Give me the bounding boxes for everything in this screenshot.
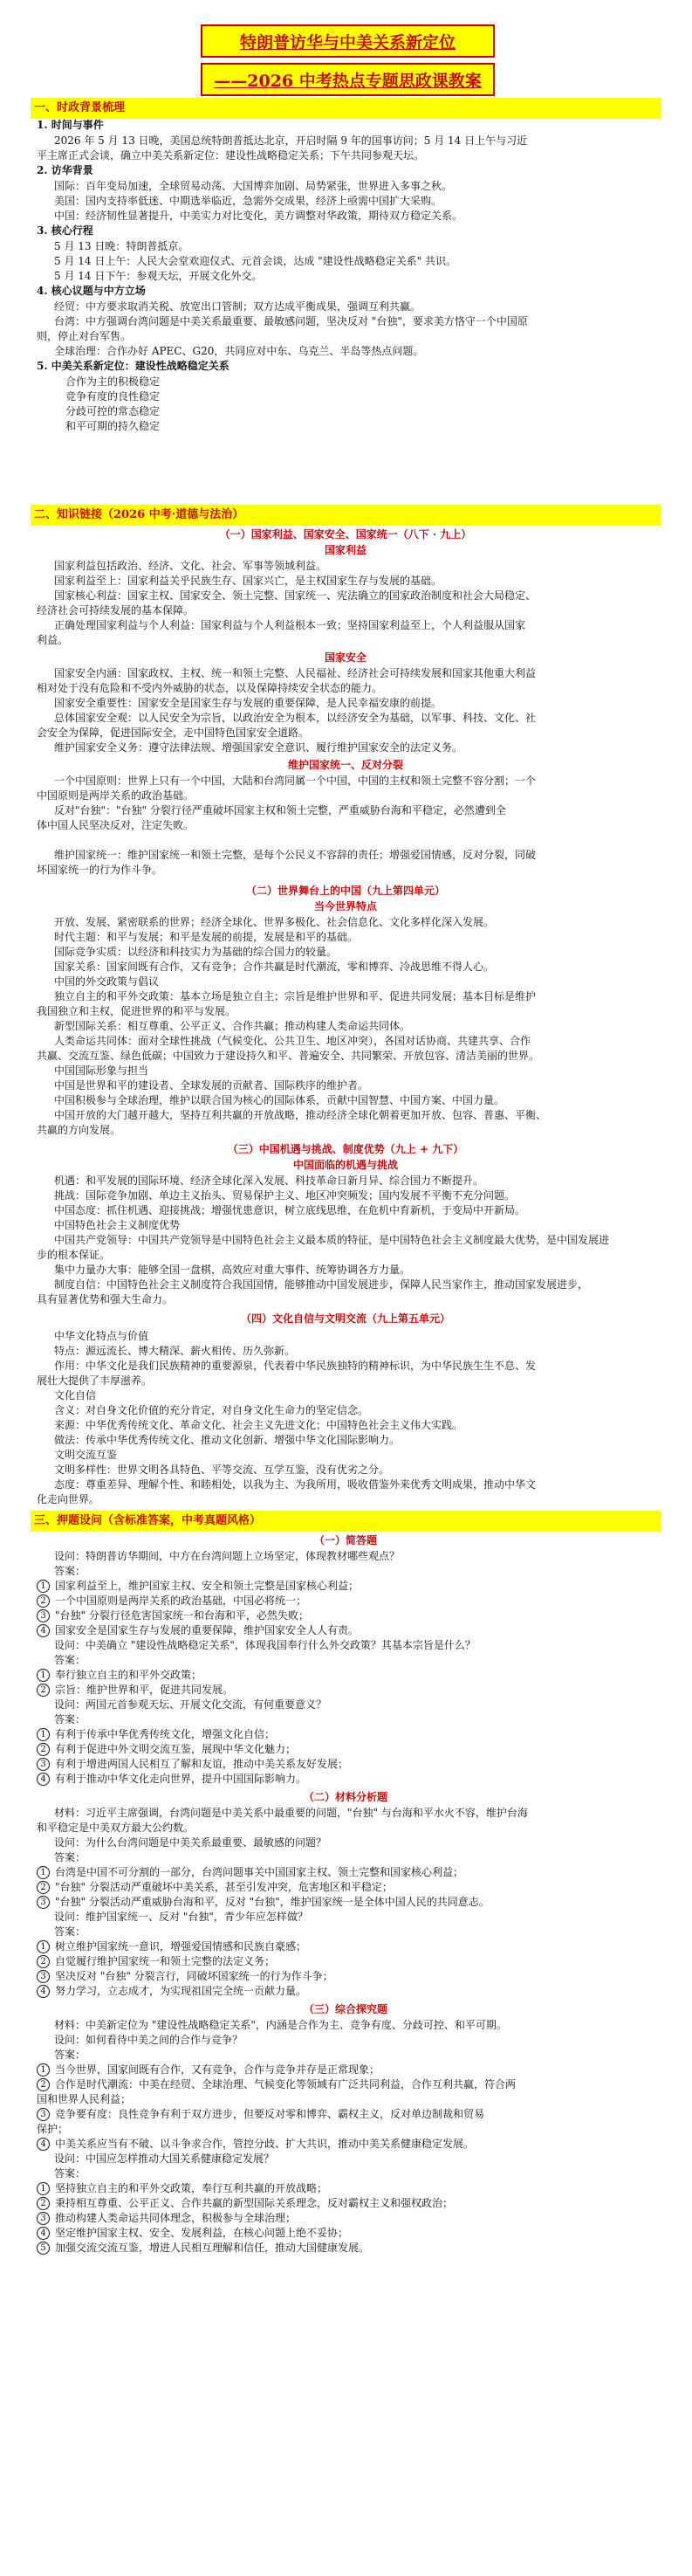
subheading: 4. 核心议题与中方立场 xyxy=(37,285,146,297)
paragraph: 相对处于没有危险和不受内外威胁的状态，以及保障持续安全状态的能力。 xyxy=(37,682,383,694)
answer-label: 答案： xyxy=(54,2049,86,2061)
paragraph: 新型国际关系：相互尊重、公平正义、合作共赢；推动构建人类命运共同体。 xyxy=(54,1020,411,1032)
section-heading-background: 一、时政背景梳理 xyxy=(31,98,661,119)
list-item: 分歧可控的常态稳定 xyxy=(65,405,161,417)
paragraph: 台湾：中方强调台湾问题是中美关系最重要、最敏感问题，坚决反对 "台独"，要求美方恪守一个中国原 xyxy=(54,315,528,327)
subheading: 2. 访华背景 xyxy=(37,164,93,176)
paragraph: 5 月 14 日下午：参观天坛，开展文化外交。 xyxy=(54,270,263,282)
answer-item: 1 有利于传承中华优秀传统文化，增强文化自信； xyxy=(37,1727,661,1741)
title-line2: ——2026 中考热点专题思政课教案 xyxy=(201,63,495,96)
paragraph: 反对"台独"："台独" 分裂行径严重破坏国家主权和领土完整，严重威胁台海和平稳定，必然遭到全 xyxy=(54,804,506,816)
paragraph: 人类命运共同体：面对全球性挑战（气候变化、公共卫生、地区冲突），各国对话协商、共建共享、合作 xyxy=(54,1035,531,1047)
paragraph: 含义：对自身文化价值的充分肯定，对自身文化生命力的坚定信念。 xyxy=(54,1404,369,1416)
paragraph: 中国积极参与全球治理，维护以联合国为核心的国际体系，贡献中国智慧、中国方案、中国力量。 xyxy=(54,1094,505,1106)
answer-item: 3 "台独" 分裂活动严重威胁台海和平，反对 "台独"，维护国家统一是全体中国人民的共同意志。 xyxy=(37,1895,661,1909)
answer-item: 3 推动构建人类命运共同体理念，积极参与全球治理； xyxy=(37,2211,661,2225)
paragraph: 体中国人民坚决反对，注定失败。 xyxy=(37,819,195,831)
unit-heading: （三）中国机遇与挑战、制度优势（九上 + 九下） xyxy=(227,1143,464,1155)
answer-label: 答案： xyxy=(54,1851,86,1863)
answer-item: 3 有利于增进两国人民相互了解和友谊，推动中美关系友好发展； xyxy=(37,1757,661,1771)
paragraph: 正确处理国家利益与个人利益：国家利益与个人利益根本一致；坚持国家利益至上，个人利益服从国家 xyxy=(54,619,526,631)
answer-item: 5 加强交流交流互鉴，增进人民相互理解和信任，推动大国健康发展。 xyxy=(37,2241,661,2255)
answer-item: 1 树立维护国家统一意识，增强爱国情感和民族自豪感； xyxy=(37,1939,661,1953)
section-heading: 二、知识链接（2026 中考·道德与法治） xyxy=(31,505,661,526)
paragraph: 中国开放的大门越开越大，坚持互利共赢的开放战略，推动经济全球化朝着更加开放、包容、普惠、平衡、 xyxy=(54,1109,547,1121)
unit-heading: （二）世界舞台上的中国（九上第四单元） xyxy=(245,885,445,897)
paragraph: 做法：传承中华优秀传统文化、推动文化创新、增强中华文化国际影响力。 xyxy=(54,1434,401,1446)
answer-item: 2 宗旨：维护世界和平，促进共同发展。 xyxy=(37,1683,661,1697)
paragraph: 经济社会可持续发展的基本保障。 xyxy=(37,604,195,616)
paragraph: 我国独立和主权，促进世界的和平与发展。 xyxy=(37,1005,236,1017)
unit-heading: （三）综合探究题 xyxy=(303,2003,387,2015)
paragraph: 步的根本保证。 xyxy=(37,1249,111,1261)
answer-item: 1 奉行独立自主的和平外交政策； xyxy=(37,1668,661,1682)
answer-item: 4 有利于推动中华文化走向世界，提升中国国际影响力。 xyxy=(37,1772,661,1786)
answer-item: 2 一个中国原则是两岸关系的政治基础，中国必将统一； xyxy=(37,1594,661,1608)
paragraph: 经贸：中方要求取消关税、放宽出口管制；双方达成平衡成果，强调互利共赢。 xyxy=(54,300,421,313)
answer-item: 3 "台独" 分裂行径危害国家统一和台海和平，必然失败； xyxy=(37,1608,661,1622)
paragraph: 全球治理：合作办好 APEC、G20，共同应对中东、乌克兰、半岛等热点问题。 xyxy=(54,345,424,357)
paragraph: 共赢的方向发展。 xyxy=(37,1124,121,1136)
paragraph: 具有显著优势和强大生命力。 xyxy=(37,1293,174,1305)
topic-heading: 国家利益 xyxy=(324,544,367,556)
question: 设问：两国元首参观天坛、开展文化交流，有何重要意义？ xyxy=(54,1698,327,1711)
paragraph: 国家核心利益：国家主权、国家安全、领土完整、国家统一、宪法确立的国家政治制度和社会大局稳定、 xyxy=(54,589,537,602)
paragraph: 来源：中华优秀传统文化、革命文化、社会主义先进文化；中国特色社会主义伟大实践。 xyxy=(54,1419,463,1431)
answer-item: 国和世界人民利益； xyxy=(37,2093,132,2105)
subheading: 3. 核心行程 xyxy=(37,224,93,237)
paragraph: 5 月 14 日上午：人民大会堂欢迎仪式、元首会谈，达成 "建设性战略稳定关系" 共识。 xyxy=(54,255,457,267)
paragraph: 中国特色社会主义制度优势 xyxy=(54,1219,181,1231)
answer-item: 2 秉持相互尊重、公平正义、合作共赢的新型国际关系理念，反对霸权主义和强权政治； xyxy=(37,2196,661,2210)
paragraph: 国际竞争实质：以经济和科技实力为基础的综合国力的较量。 xyxy=(54,946,338,958)
question: 设问：为什么台湾问题是中美关系最重要、最敏感的问题？ xyxy=(54,1836,327,1849)
paragraph: 时代主题：和平与发展；和平是发展的前提，发展是和平的基础。 xyxy=(54,931,359,943)
question: 设问：中美确立 "建设性战略稳定关系"，体现我国奉行什么外交政策？其基本宗旨是什么？ xyxy=(54,1639,476,1651)
paragraph: 总体国家安全观：以人民安全为宗旨，以政治安全为根本，以经济安全为基础，以军事、科技、文化、社 xyxy=(54,712,537,724)
paragraph: 国家安全重要性：国家安全是国家生存与发展的重要保障，是人民幸福安康的前提。 xyxy=(54,697,442,709)
paragraph: 化走向世界。 xyxy=(37,1493,100,1505)
paragraph: 展壮大提供了丰厚滋养。 xyxy=(37,1374,153,1387)
subheading: 1. 时间与事件 xyxy=(37,119,104,131)
paragraph: 共赢、交流互鉴、绿色低碳；中国致力于建设持久和平、普遍安全、共同繁荣、开放包容、清洁美丽的世界。 xyxy=(37,1050,540,1062)
paragraph: 中华文化特点与价值 xyxy=(54,1330,149,1342)
paragraph: 文化自信 xyxy=(54,1389,97,1402)
answer-item: 1 坚持独立自主的和平外交政策，奉行互利共赢的开放战略； xyxy=(37,2181,661,2195)
unit-heading: （二）材料分析题 xyxy=(303,1791,387,1803)
paragraph: 中国的外交政策与倡议 xyxy=(54,975,160,988)
paragraph: 则，停止对台军售。 xyxy=(37,330,132,342)
paragraph: 中国：经济韧性显著提升，中美实力对比变化，美方调整对华政策，期待双方稳定关系。 xyxy=(54,210,463,222)
topic-heading: 维护国家统一、反对分裂 xyxy=(287,759,403,771)
answer-label: 答案： xyxy=(54,1925,86,1938)
paragraph: 5 月 13 日晚：特朗普抵京。 xyxy=(54,240,189,252)
answer-item: 1 当今世界，国家间既有合作，又有竞争，合作与竞争并存是正常现象； xyxy=(37,2063,661,2077)
paragraph: 国家关系：国家间既有合作，又有竞争；合作共赢是时代潮流，零和博弈、冷战思维不得人心。 xyxy=(54,961,495,973)
topic-heading: 中国面临的机遇与挑战 xyxy=(292,1159,398,1171)
paragraph: 平主席正式会谈，确立中美关系新定位：建设性战略稳定关系；下午共同参观天坛。 xyxy=(37,149,425,162)
answer-item: 4 国家安全是国家生存与发展的重要保障，维护国家安全人人有责。 xyxy=(37,1623,661,1637)
material: 材料：习近平主席强调，台湾问题是中美关系中最重要的问题，"台独" 与台海和平水火不容，维护台海 xyxy=(54,1807,528,1819)
material: 材料：中美新定位为 "建设性战略稳定关系"，内涵是合作为主、竞争有度、分歧可控、和平可期。 xyxy=(54,2019,507,2031)
paragraph: 2026 年 5 月 13 日晚，美国总统特朗普抵达北京，开启时隔 9 年的国事访问；5 月 14 日上午与习近 xyxy=(54,134,528,147)
paragraph: 作用：中华文化是我们民族精神的重要源泉，代表着中华民族独特的精神标识，为中华民族生生不息、发 xyxy=(54,1360,537,1372)
answer-item: 1 台湾是中国不可分割的一部分，台湾问题事关中国国家主权、领土完整和国家核心利益； xyxy=(37,1865,661,1879)
answer-label: 答案： xyxy=(54,2167,86,2180)
list-item: 和平可期的持久稳定 xyxy=(65,420,161,432)
answer-item: 2 有利于促进中外文明交流互鉴，展现中华文化魅力； xyxy=(37,1742,661,1756)
answer-label: 答案： xyxy=(54,1654,86,1666)
paragraph: 中国原则是两岸关系的政治基础。 xyxy=(37,789,195,802)
answer-item: 2 自觉履行维护国家统一和领土完整的法定义务； xyxy=(37,1954,661,1968)
topic-heading: 国家安全 xyxy=(324,651,367,664)
answer-label: 答案： xyxy=(54,1713,86,1725)
answer-item: 4 坚定维护国家主权、安全、发展利益，在核心问题上绝不妥协； xyxy=(37,2226,661,2240)
question: 设问：中国应怎样推动大国关系健康稳定发展？ xyxy=(54,2152,275,2165)
paragraph: 美国：国内支持率低迷、中期选举临近，急需外交成果，经济上亟需中国扩大采购。 xyxy=(54,195,442,207)
paragraph: 坏国家统一的行为作斗争。 xyxy=(37,864,163,876)
unit-heading: （一）简答题 xyxy=(313,1534,377,1546)
paragraph: 特点：源远流长、博大精深、薪火相传、历久弥新。 xyxy=(54,1345,296,1357)
paragraph: 集中力量办大事：能够全国一盘棋，高效应对重大事件、统筹协调各方力量。 xyxy=(54,1264,411,1276)
answer-item: 4 中美关系应当有不破、以斗争求合作，管控分歧、扩大共识，推动中美关系健康稳定发展。 xyxy=(37,2137,661,2151)
paragraph: 机遇：和平发展的国际环境、经济全球化深入发展、科技革命日新月异、综合国力不断提升。 xyxy=(54,1174,484,1187)
section-heading: 三、押题设问（含标准答案，中考真题风格） xyxy=(31,1511,661,1532)
paragraph: 维护国家统一：维护国家统一和领土完整，是每个公民义不容辞的责任；增强爱国情感，反对分裂，同破 xyxy=(54,849,537,861)
paragraph: 一个中国原则：世界上只有一个中国，大陆和台湾同属一个中国，中国的主权和领土完整不容分割；一个 xyxy=(54,775,537,787)
paragraph: 中国态度：抓住机遇、迎接挑战；增强忧患意识，树立底线思维，在危机中育新机，于变局中开新局。 xyxy=(54,1204,526,1216)
paragraph: 文明交流互鉴 xyxy=(54,1449,118,1461)
answer-item: 4 努力学习，立志成才，为实现祖国完全统一贡献力量。 xyxy=(37,1984,661,1998)
question: 设问：维护国家统一、反对 "台独"，青少年应怎样做？ xyxy=(54,1911,308,1923)
paragraph: 维护国家安全义务：遵守法律法规、增强国家安全意识、履行维护国家安全的法定义务。 xyxy=(54,741,463,754)
question: 设问：特朗普访华期间，中方在台湾问题上立场坚定，体现教材哪些观点？ xyxy=(54,1550,401,1562)
paragraph: 中国是世界和平的建设者、全球发展的贡献者、国际秩序的维护者。 xyxy=(54,1079,369,1092)
paragraph: 中国共产党领导：中国共产党领导是中国特色社会主义最本质的特征，是中国特色社会主义制度最大优势，是中国发展进 xyxy=(54,1234,610,1246)
topic-heading: 当今世界特点 xyxy=(313,900,377,913)
list-item: 合作为主的积极稳定 xyxy=(65,375,161,388)
answer-item: 3 坚决反对 "台独" 分裂言行，同破坏国家统一的行为作斗争； xyxy=(37,1969,661,1983)
paragraph: 制度自信：中国特色社会主义制度符合我国国情，能够推动中国发展进步，保障人民当家作主，推动国家发展进步， xyxy=(54,1278,589,1291)
paragraph: 独立自主的和平外交政策：基本立场是独立自主；宗旨是维护世界和平、促进共同发展；基本目标是维护 xyxy=(54,990,537,1002)
unit-heading: （一）国家利益、国家安全、国家统一（八下 · 九上） xyxy=(219,528,472,541)
subheading: 5. 中美关系新定位：建设性战略稳定关系 xyxy=(37,360,230,372)
answer-item: 保护； xyxy=(37,2123,69,2135)
question: 设问：如何看待中美之间的合作与竞争？ xyxy=(54,2034,243,2046)
paragraph: 态度：尊重差异、理解个性、和睦相处，以我为主、为我所用，吸收借鉴外来优秀文明成果，推动中华文 xyxy=(54,1478,537,1491)
paragraph: 开放、发展、紧密联系的世界；经济全球化、世界多极化、社会信息化、文化多样化深入发展。 xyxy=(54,916,495,928)
paragraph: 国家安全内涵：国家政权、主权、统一和领土完整、人民福祉、经济社会可持续发展和国家其他重大利益 xyxy=(54,667,537,679)
paragraph: 国际：百年变局加速，全球贸易动荡、大国博弈加剧、局势紧张，世界进入多事之秋。 xyxy=(54,180,453,192)
paragraph: 文明多样性：世界文明各具特色、平等交流、互学互鉴，没有优劣之分。 xyxy=(54,1464,390,1476)
answer-item: 2 合作是时代潮流：中美在经贸、全球治理、气候变化等领域有广泛共同利益，合作互利共赢，符合两 xyxy=(37,2077,661,2091)
paragraph: 利益。 xyxy=(37,634,69,646)
answer-item: 1 国家利益至上，维护国家主权、安全和领土完整是国家核心利益； xyxy=(37,1579,661,1593)
paragraph: 国家利益包括政治、经济、文化、社会、军事等领域利益。 xyxy=(54,560,327,572)
paragraph: 中国国际形象与担当 xyxy=(54,1064,149,1077)
list-item: 竞争有度的良性稳定 xyxy=(65,390,161,403)
unit-heading: （四）文化自信与文明交流（九上第五单元） xyxy=(240,1312,450,1325)
paragraph: 挑战：国际竞争加剧、单边主义抬头、贸易保护主义、地区冲突频发；国内发展不平衡不充分问题。 xyxy=(54,1189,516,1202)
title-line1: 特朗普访华与中美关系新定位 xyxy=(201,24,495,58)
paragraph: 国家利益至上：国家利益关乎民族生存、国家兴亡，是主权国家生存与发展的基础。 xyxy=(54,575,442,587)
answer-item: 2 "台独" 分裂活动严重破坏中美关系，甚至引发冲突，危害地区和平稳定； xyxy=(37,1880,661,1894)
material: 和平稳定是中美双方最大公约数。 xyxy=(37,1822,195,1834)
paragraph: 会安全为保障，促进国际安全，走中国特色国家安全道路。 xyxy=(37,727,310,739)
answer-item: 3 竞争要有度：良性竞争有利于双方进步，但要反对零和博弈、霸权主义，反对单边制裁和贸易 xyxy=(37,2107,661,2121)
answer-label: 答案： xyxy=(54,1565,86,1577)
